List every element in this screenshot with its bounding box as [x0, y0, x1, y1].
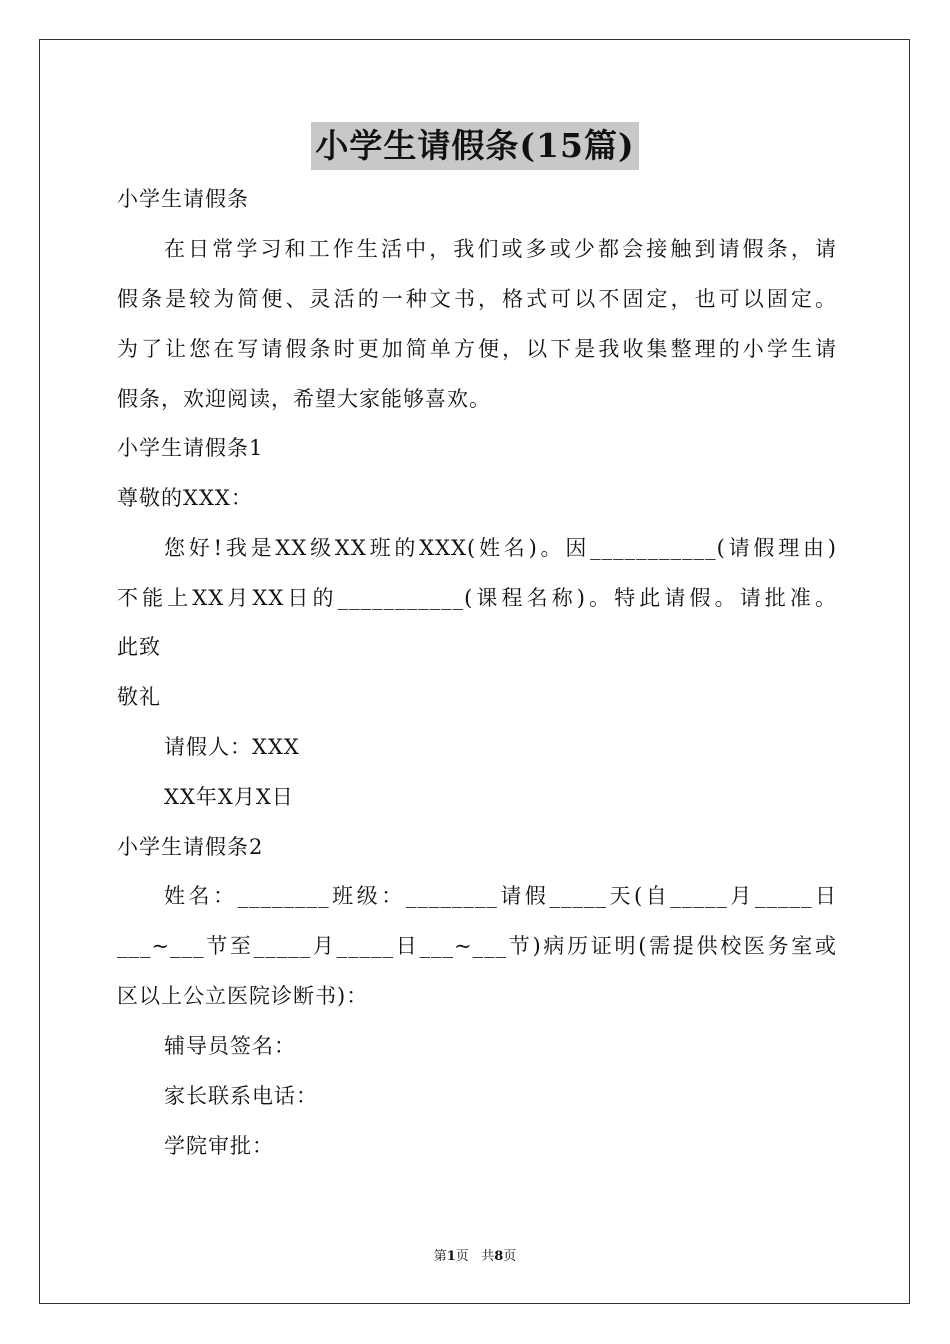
- closing-line: 敬礼: [117, 685, 161, 709]
- form-field-label: 学院审批：: [164, 1134, 274, 1158]
- title-container: [0, 122, 950, 170]
- page-prefix: 第: [433, 1249, 447, 1264]
- signature-line: 请假人：XXX: [164, 735, 300, 759]
- total-suffix: 页: [503, 1249, 517, 1264]
- page-number: 1: [446, 1249, 456, 1264]
- form-line: 姓名：________班级：________请假_____天(自_____月_____日: [164, 884, 837, 908]
- form-field-label: 辅导员签名：: [164, 1034, 296, 1058]
- page-suffix: 页: [455, 1249, 469, 1264]
- form-field-label: 家长联系电话：: [164, 1084, 318, 1108]
- section-heading: 小学生请假条2: [117, 835, 264, 859]
- total-prefix: 共: [481, 1249, 495, 1264]
- paragraph-line: 假条是较为简便、灵活的一种文书，格式可以不固定，也可以固定。: [117, 287, 837, 311]
- date-line: XX年X月X日: [164, 785, 294, 809]
- section-heading: 小学生请假条1: [117, 436, 264, 460]
- paragraph-line: 为了让您在写请假条时更加简单方便，以下是我收集整理的小学生请: [117, 337, 837, 361]
- paragraph-line: 您好!我是XX级XX班的XXX(姓名)。因___________(请假理由): [164, 536, 837, 560]
- form-line: 区以上公立医院诊断书)：: [117, 984, 369, 1008]
- page-border: [39, 39, 910, 1304]
- paragraph-line: 在日常学习和工作生活中，我们或多或少都会接触到请假条，请: [164, 237, 837, 261]
- page-footer: [0, 1248, 950, 1266]
- total-pages: 8: [494, 1249, 504, 1264]
- closing-line: 此致: [117, 635, 161, 659]
- form-line: ___~___节至_____月_____日___~___节)病历证明(需提供校医务室或: [117, 934, 837, 958]
- paragraph-line: 不能上XX月XX日的___________(课程名称)。特此请假。请批准。: [117, 586, 837, 610]
- paragraph-line: 假条，欢迎阅读，希望大家能够喜欢。: [117, 387, 491, 411]
- salutation: 尊敬的XXX：: [117, 486, 253, 510]
- section-heading: 小学生请假条: [117, 187, 249, 211]
- document-title: 小学生请假条(15篇): [311, 122, 638, 170]
